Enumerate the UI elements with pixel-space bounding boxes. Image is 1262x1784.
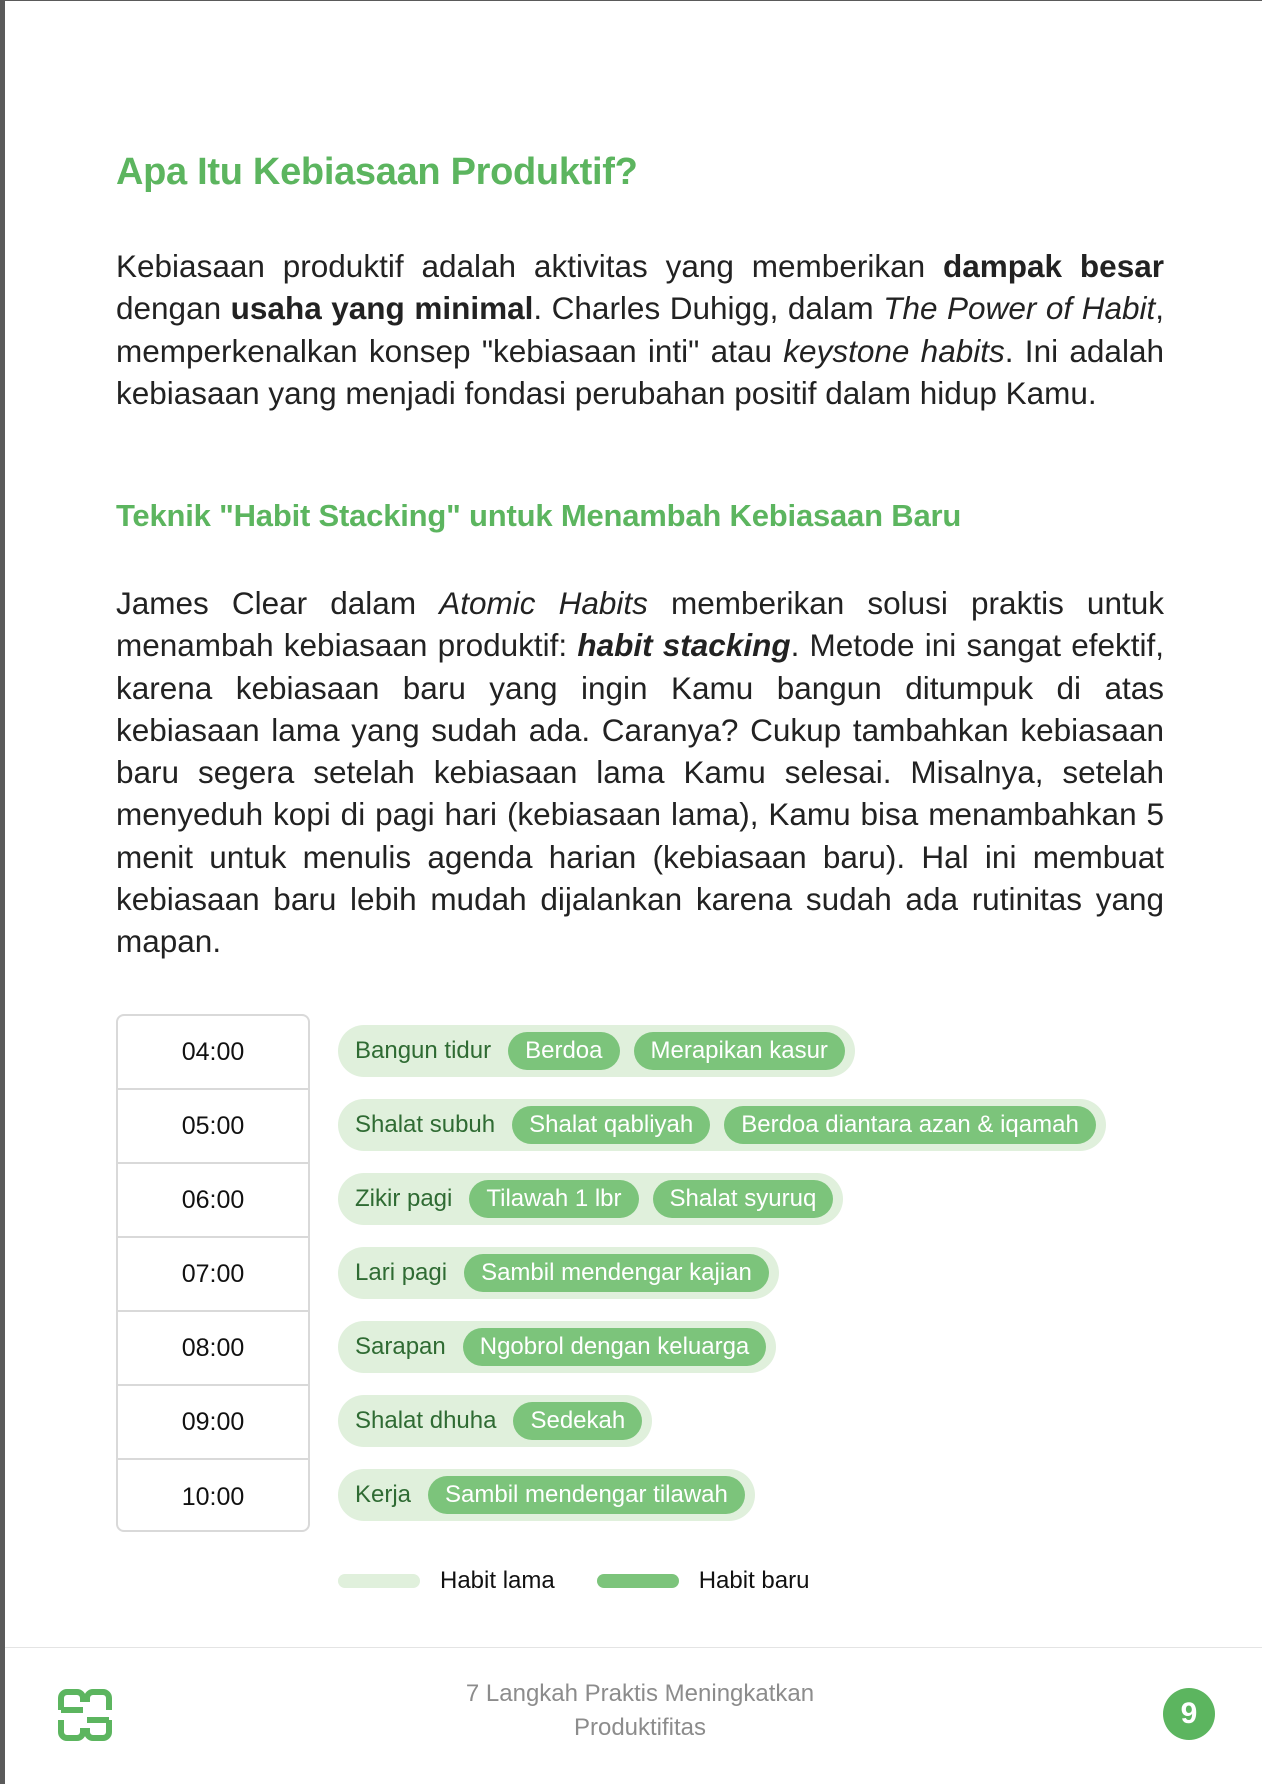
legend-label-new: Habit baru [698,1567,810,1594]
old-habit-pill [338,1395,652,1447]
document-page [5,1,1262,1784]
habit-row [338,1247,779,1299]
old-habit-label: Shalat dhuha [355,1407,497,1434]
time-cell: 04:00 [118,1016,308,1090]
new-habit-pill: Ngobrol dengan keluarga [463,1328,767,1366]
time-cell: 05:00 [118,1090,308,1164]
page-title: Apa Itu Kebiasaan Produktif? [116,151,638,193]
legend-swatch-old [338,1574,420,1588]
intro-paragraph: Kebiasaan produktif adalah aktivitas yang memberikan dampak besar dengan usaha yang minimal. Charles Duhigg, dalam The Power of Habit, memperkenalkan konsep "kebiasaan inti" atau keystone habits. Ini adalah kebiasaan yang menjadi fondasi perubahan positif dalam hidup Kamu. [116,248,1164,411]
time-cell: 06:00 [118,1164,308,1238]
section-subheading: Teknik "Habit Stacking" untuk Menambah Kebiasaan Baru [116,498,962,533]
habit-stacking-paragraph: James Clear dalam Atomic Habits memberikan solusi praktis untuk menambah kebiasaan produktif: habit stacking. Metode ini sangat efektif, karena kebiasaan baru yang ingin Kamu bangun ditumpuk di atas kebiasaan lama yang sudah ada. Caranya? Cukup tambahkan kebiasaan baru segera setelah kebiasaan lama Kamu selesai. Misalnya, setelah menyeduh kopi di pagi hari (kebiasaan lama), Kamu bisa menambahkan 5 menit untuk menulis agenda harian (kebiasaan baru). Hal ini membuat kebiasaan baru lebih mudah dijalankan karena sudah ada rutinitas yang mapan. [116,585,1164,960]
new-habit-pill: Berdoa [508,1032,619,1070]
page-number-badge: 9 [1163,1688,1215,1740]
old-habit-pill [338,1025,855,1077]
footer-document-title: 7 Langkah Praktis Meningkatkan Produktifitas [465,1680,815,1741]
time-cell: 09:00 [118,1386,308,1460]
new-habit-pill: Tilawah 1 lbr [469,1180,638,1218]
old-habit-label: Kerja [355,1481,412,1508]
footer-divider [5,1647,1262,1648]
time-cell: 10:00 [181,1482,245,1511]
time-cell: 07:00 [118,1238,308,1312]
legend-swatch-new [597,1574,679,1588]
habit-row [338,1395,652,1447]
time-column [116,1014,310,1532]
habit-row [338,1099,1106,1151]
old-habit-pill [338,1099,1106,1151]
old-habit-label: Shalat subuh [355,1111,496,1138]
old-habit-pill [338,1173,843,1225]
new-habit-pill: Sambil mendengar tilawah [428,1476,745,1514]
new-habit-pill: Shalat syuruq [653,1180,834,1218]
old-habit-label: Bangun tidur [355,1037,492,1064]
brand-logo-icon [58,1688,112,1742]
time-cell: 08:00 [118,1312,308,1386]
habit-row [338,1173,843,1225]
habit-row [338,1321,776,1373]
old-habit-pill [338,1247,779,1299]
new-habit-pill: Sambil mendengar kajian [464,1254,769,1292]
habit-row [338,1469,755,1521]
old-habit-pill [338,1321,776,1373]
new-habit-pill: Merapikan kasur [634,1032,845,1070]
old-habit-pill [338,1469,755,1521]
old-habit-label: Sarapan [355,1333,446,1360]
legend-label-old: Habit lama [440,1567,555,1594]
old-habit-label: Zikir pagi [355,1185,453,1212]
habit-row [338,1025,855,1077]
new-habit-pill: Berdoa diantara azan & iqamah [724,1106,1096,1144]
new-habit-pill: Shalat qabliyah [512,1106,710,1144]
new-habit-pill: Sedekah [513,1402,642,1440]
old-habit-label: Lari pagi [355,1259,448,1286]
legend [338,1567,809,1595]
